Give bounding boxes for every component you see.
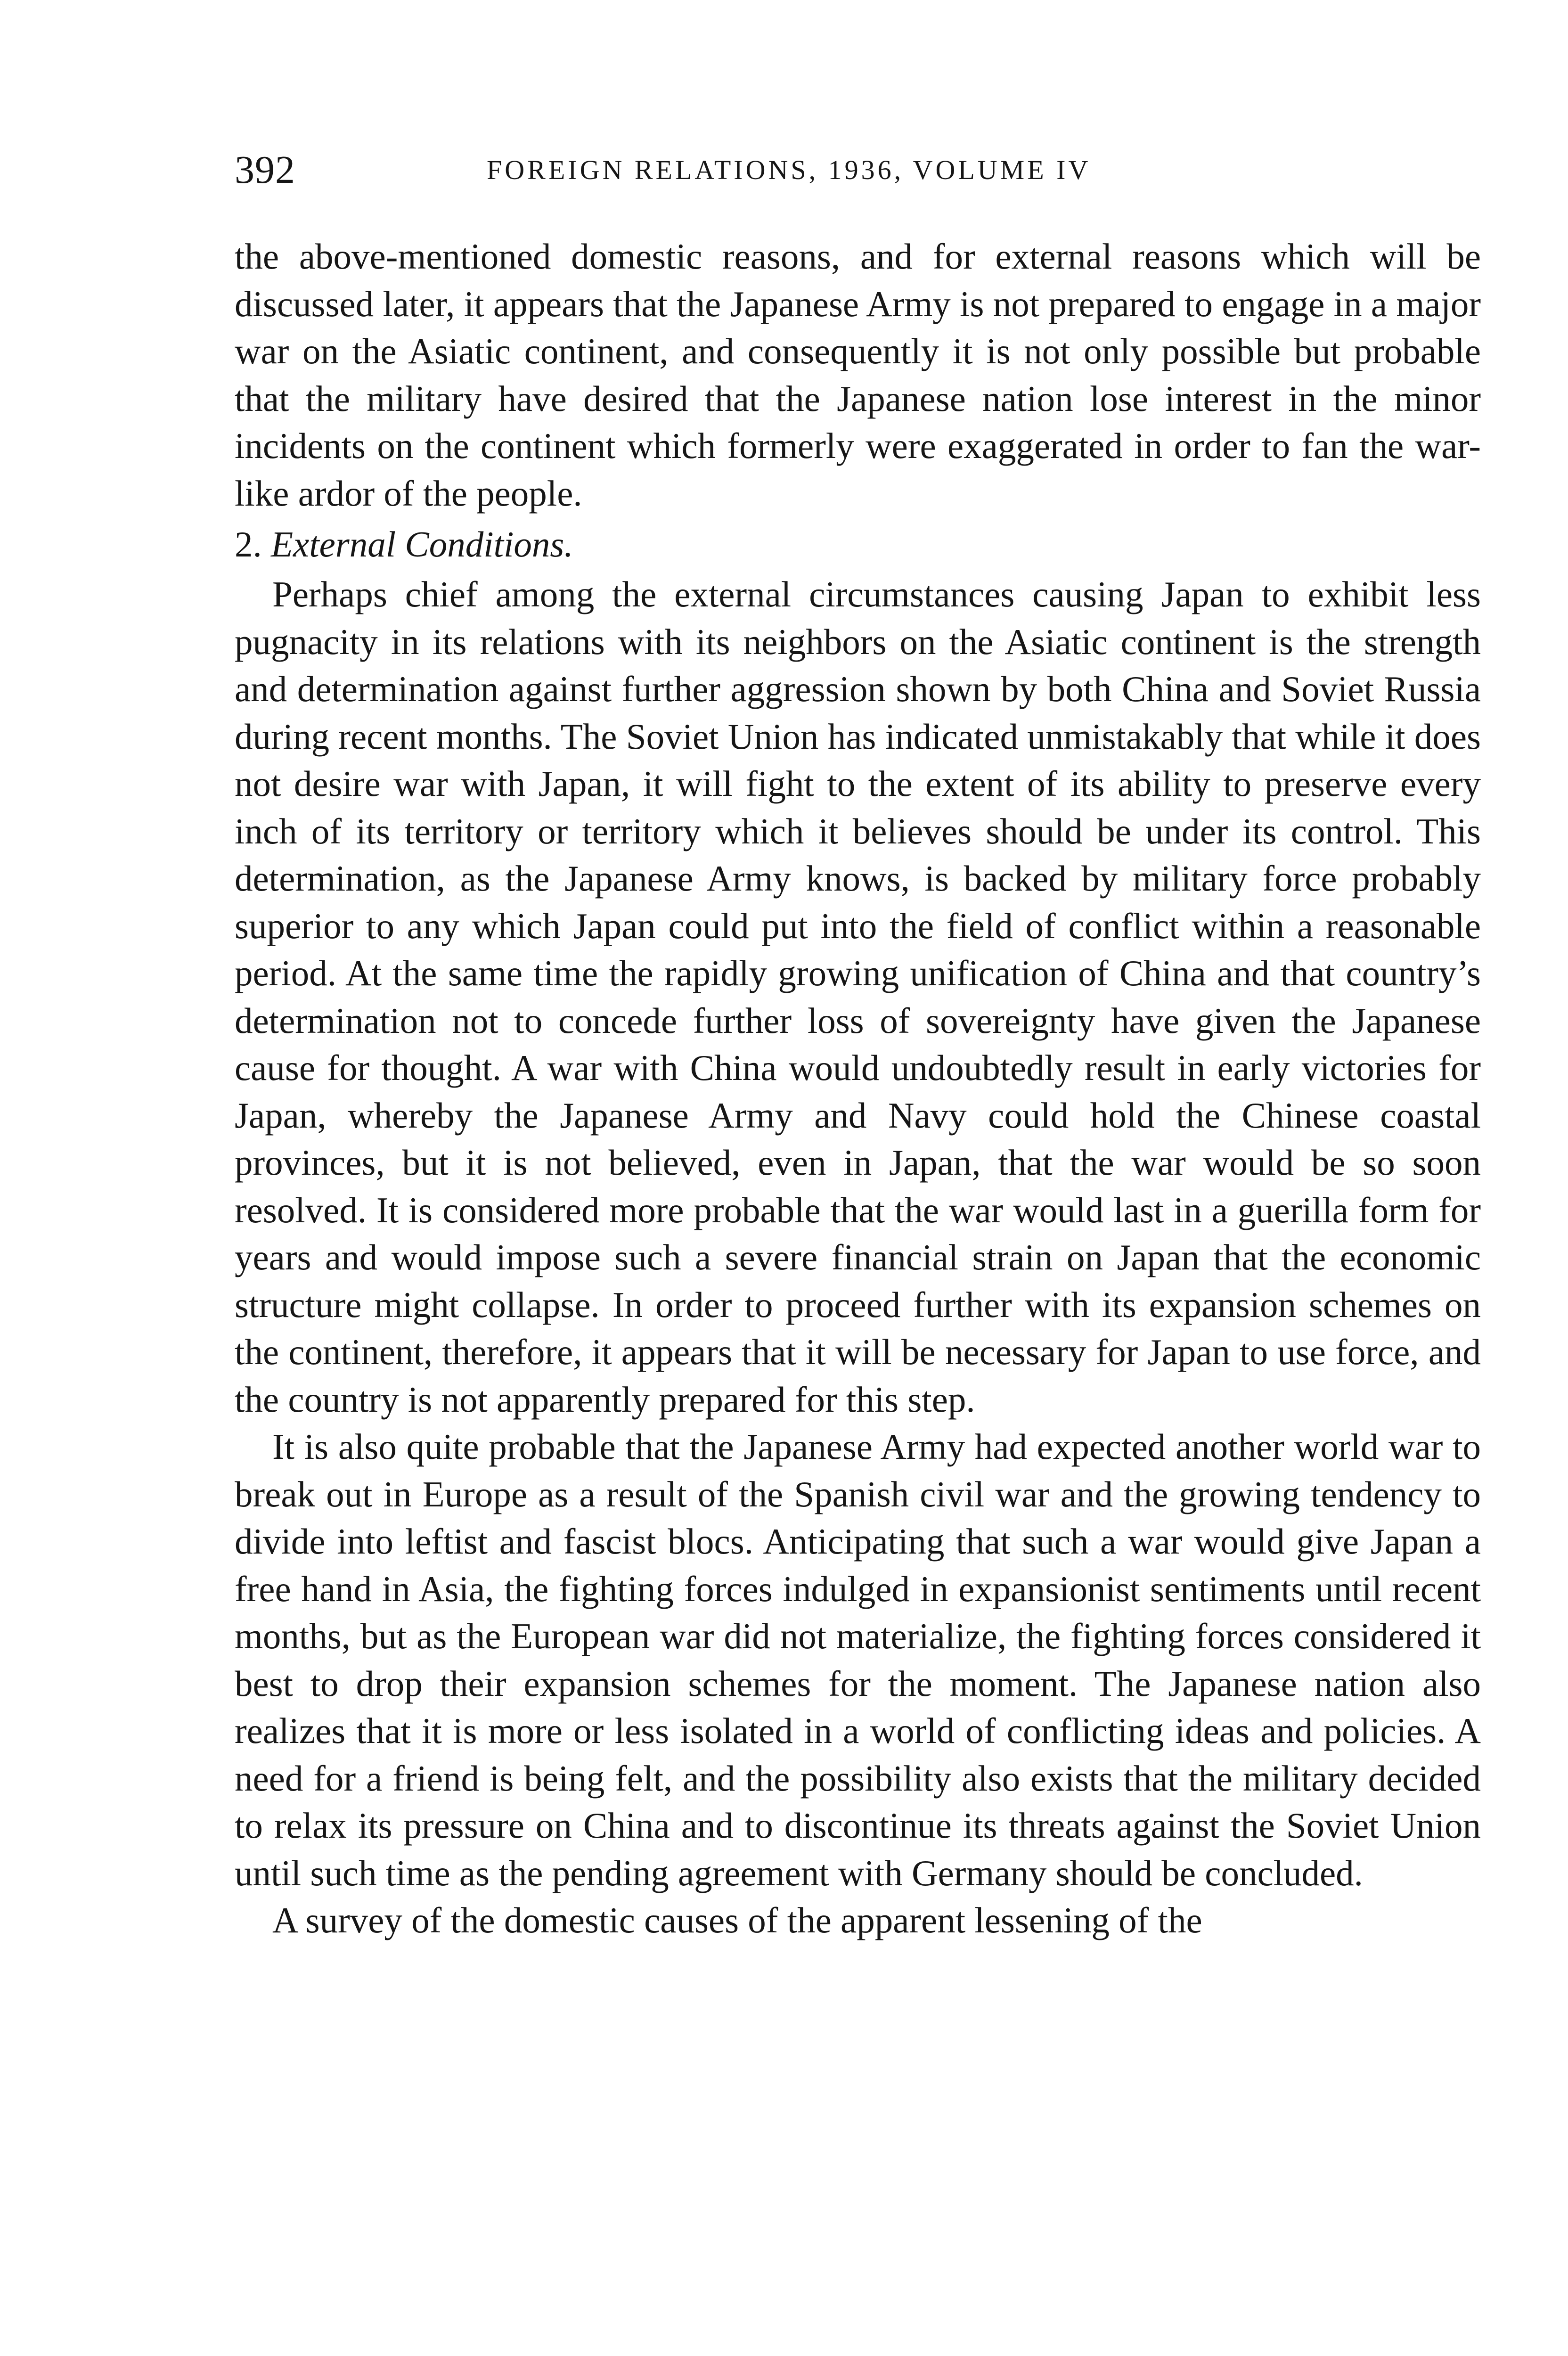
paragraph-world-war-expectation: It is also quite probable that the Japanese Army had expected another world war to break out in Europe as a result of the Spanish civil war and the growing tendency to divide into leftist and fascist blocs. Anticipating that such a war would give Japan a free hand in Asia, the fighting forces indulged in expansionist sentiments until recent months, but as the European war did not materialize, the fighting forces considered it best to drop their expansion schemes for the moment. The Japanese nation also realizes that it is more or less isolated in a world of conflicting ideas and policies. A need for a friend is being felt, and the possibility also exists that the military decided to relax its pressure on China and to discontinue its threats against the Soviet Union until such time as the pending agreement with Germany should be concluded. [235, 1426, 1481, 1893]
section-title: External Conditions. [271, 524, 573, 564]
section-heading [235, 520, 1481, 569]
paragraph-external-circumstances: Perhaps chief among the external circumstances causing Japan to exhibit less pugnacity in its relations with its neighbors on the Asiatic continent is the strength and determination against further aggression shown by both China and Soviet Russia during recent months. The Soviet Union has indicated unmistakably that while it does not desire war with Japan, it will fight to the extent of its ability to preserve every inch of its territory or territory which it believes should be under its control. This determination, as the Japanese Army knows, is backed by military force probably superior to any which Japan could put into the field of conflict within a reasonable period. At the same time the rapidly growing unification of China and that country’s determination not to concede further loss of sovereignty have given the Japanese cause for thought. A war with China would undoubtedly result in early victories for Japan, whereby the Japanese Army and Navy could hold the Chinese coastal provinces, but it is not believed, even in Japan, that the war would be so soon resolved. It is considered more probable that the war would last in a guerilla form for years and would impose such a severe financial strain on Japan that the economic structure might collapse. In order to proceed further with its expansion schemes on the continent, therefore, it appears that it will be necessary for Japan to use force, and the country is not apparently prepared for this step. [235, 574, 1481, 1420]
section-number: 2. [235, 524, 262, 564]
running-title: FOREIGN RELATIONS, 1936, VOLUME IV [487, 155, 1091, 185]
paragraph-continued: the above-mentioned domestic reasons, and for external reasons which will be discussed later, it appears that the Japanese Army is not prepared to engage in a major war on the Asiatic continent, and consequently it is not only possible but probable that the military have desired that the Japanese nation lose interest in the minor incidents on the continent which formerly were exaggerated in order to fan the war-like ardor of the people. [235, 236, 1481, 514]
page-number: 392 [235, 148, 295, 192]
running-head [235, 144, 1481, 196]
page-body [235, 233, 1481, 1944]
paragraph-domestic-survey: A survey of the domestic causes of the apparent lessening of the [272, 1900, 1202, 1940]
